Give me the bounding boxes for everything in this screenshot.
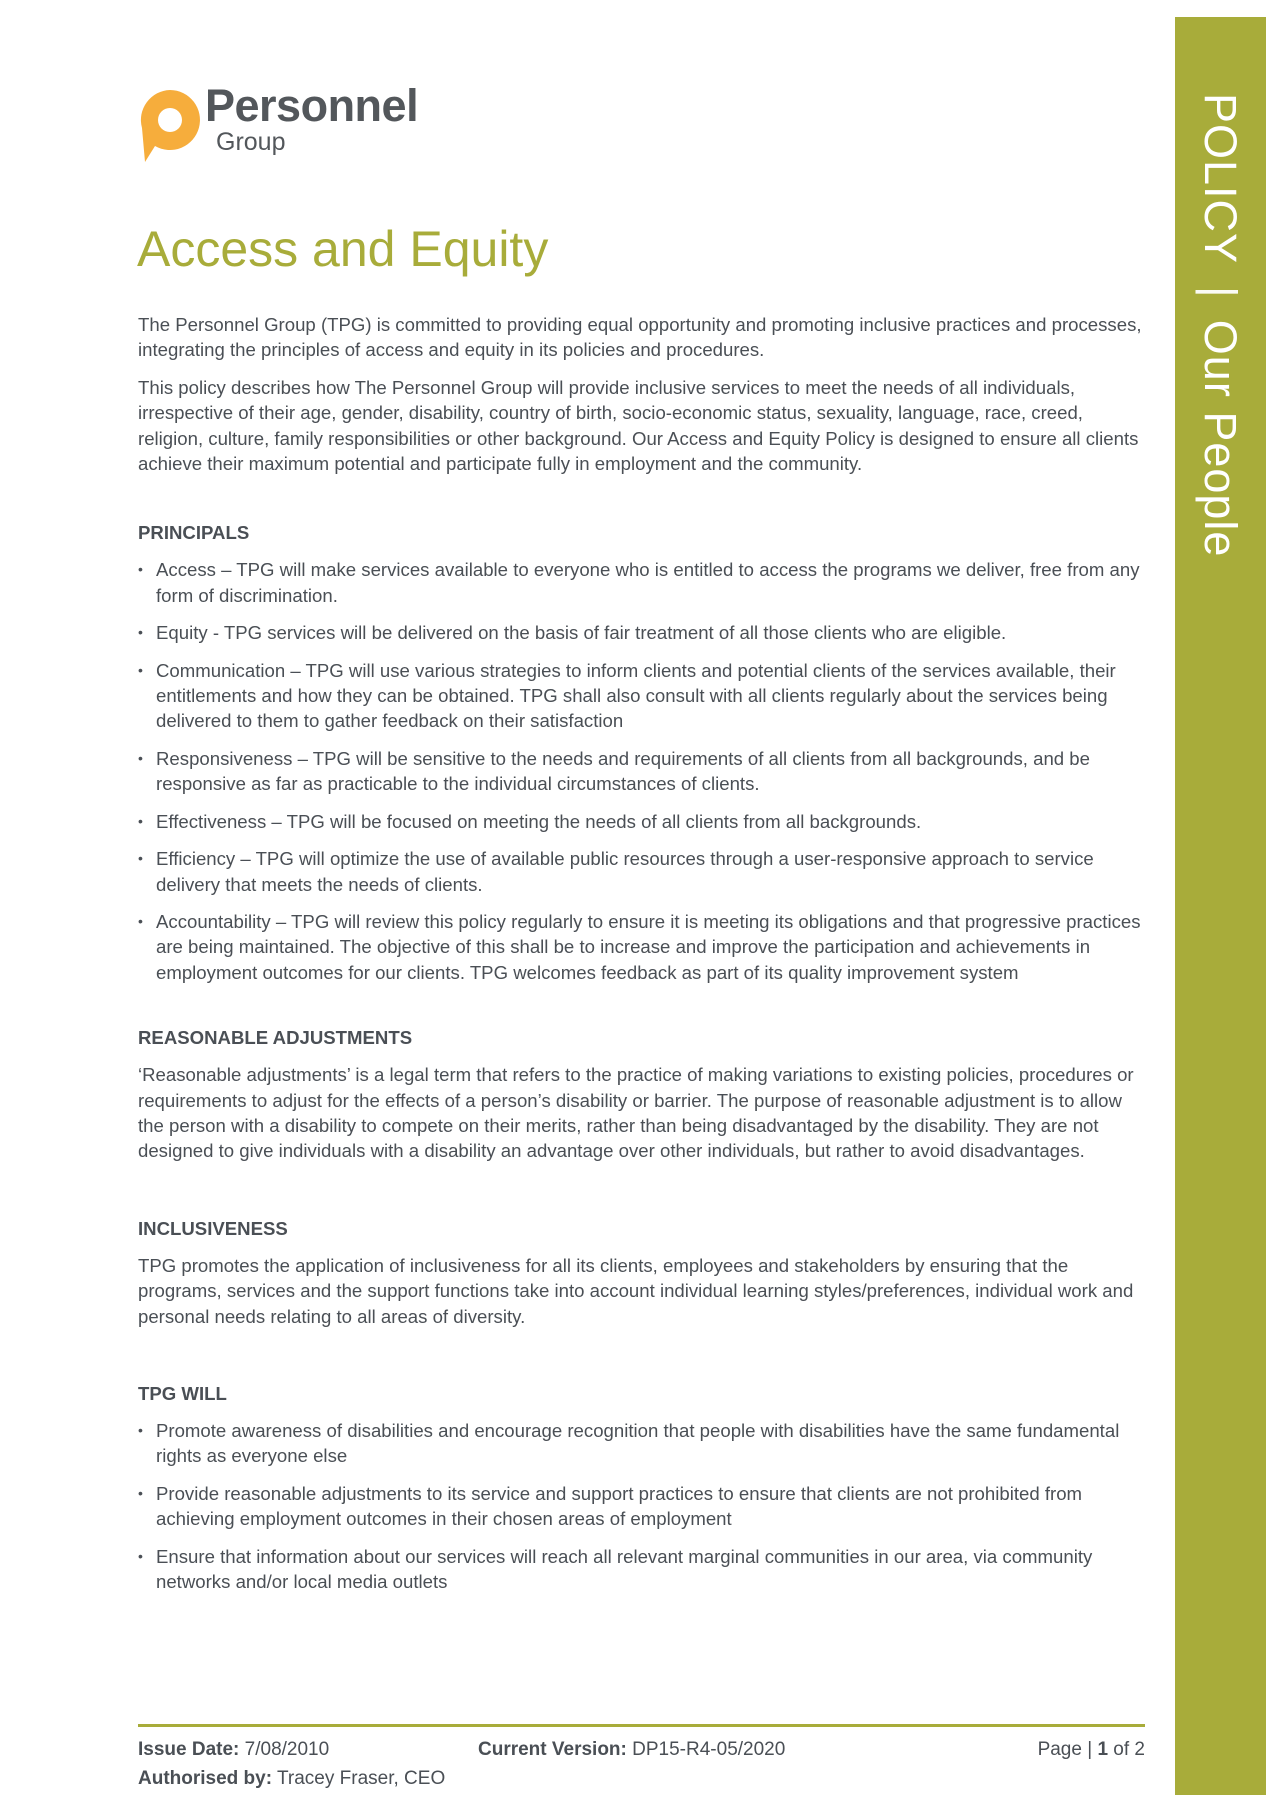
list-item: • Provide reasonable adjustments to its service and support practices to ensure that clients are not prohibited from achieving employment outcomes in their chosen areas of employment xyxy=(138,1481,1148,1532)
policy-sidebar-band xyxy=(1175,17,1266,1795)
policy-label: POLICY xyxy=(1195,93,1246,265)
intro-paragraph: This policy describes how The Personnel Group will provide inclusive services to meet the needs of all individuals, irrespective of their age, gender, disability, country of birth, socio-economic status, sexuality, language, race, creed, religion, culture, family responsibilities or other background. Our Access and Equity Policy is designed to ensure all clients achieve their maximum potential and participate fully in employment and the community. xyxy=(138,376,1139,475)
issue-date-label: Issue Date: xyxy=(138,1739,240,1760)
company-logo xyxy=(137,80,419,169)
current-version xyxy=(478,1735,785,1764)
version-label: Current Version: xyxy=(478,1739,627,1760)
authorised-by xyxy=(138,1764,445,1793)
list-item: • Efficiency – TPG will optimize the use of available public resources through a user-responsive approach to service delivery that meets the needs of clients. xyxy=(138,846,1148,897)
section-heading-principals: PRINCIPALS xyxy=(138,522,250,544)
reasonable-adjustments-text: ‘Reasonable adjustments’ is a legal term that refers to the practice of making variations to existing policies, procedures or requirements to adjust for the effects of a person’s disability or barrier. The purpose of reasonable adjustment is to allow the person with a disability to compete on their merits, rather than being disadvantaged by the disability. They are not designed to give individuals with a disability an advantage over other individuals, but rather to avoid disadvantages. xyxy=(138,1064,1134,1162)
section-heading-tpg-will: TPG WILL xyxy=(138,1382,227,1404)
principals-list xyxy=(138,557,1148,985)
page-label: Page xyxy=(1037,1739,1082,1760)
list-item: • Promote awareness of disabilities and encourage recognition that people with disabilities have the same fundamental rights as everyone else xyxy=(138,1418,1148,1469)
speech-bubble-logo-icon xyxy=(137,88,203,164)
list-item: • Communication – TPG will use various strategies to inform clients and potential clients of the services available, their entitlements and how they can be obtained. TPG shall also consult with all clients regularly about the services being delivered to them to gather feedback on their satisfaction xyxy=(138,658,1148,734)
section-label: Our People xyxy=(1195,319,1246,558)
authorised-value: Tracey Fraser, CEO xyxy=(277,1768,446,1789)
inclusiveness-text: TPG promotes the application of inclusiveness for all its clients, employees and stakeholders by ensuring that the programs, services and the support functions take into account individual learning styles/preferences, individual work and personal needs relating to all areas of diversity. xyxy=(138,1254,1134,1327)
list-item: • Ensure that information about our services will reach all relevant marginal communities in our area, via community networks and/or local media outlets xyxy=(138,1544,1148,1595)
issue-date-value: 7/08/2010 xyxy=(244,1739,330,1760)
page-current: 1 xyxy=(1097,1739,1109,1760)
footer-divider xyxy=(138,1724,1145,1727)
version-value: DP15-R4-05/2020 xyxy=(632,1739,786,1760)
logo-subtitle: Group xyxy=(216,128,286,156)
page-number xyxy=(1038,1735,1145,1764)
page-separator: | xyxy=(1087,1739,1093,1760)
list-item: • Responsiveness – TPG will be sensitive to the needs and requirements of all clients from all backgrounds, and be responsive as far as practicable to the individual circumstances of clients. xyxy=(138,746,1148,797)
footer-left xyxy=(138,1735,445,1793)
list-item: • Access – TPG will make services available to everyone who is entitled to access the programs we deliver, free from any form of discrimination. xyxy=(138,557,1148,608)
policy-category-label xyxy=(1175,93,1266,557)
list-item: • Equity - TPG services will be delivered on the basis of fair treatment of all those clients who are eligible. xyxy=(138,620,1148,645)
list-item: • Effectiveness – TPG will be focused on meeting the needs of all clients from all backgrounds. xyxy=(138,809,1148,834)
page-title: Access and Equity xyxy=(137,221,549,277)
section-heading-inclusiveness: INCLUSIVENESS xyxy=(138,1217,288,1239)
authorised-label: Authorised by: xyxy=(138,1768,273,1789)
list-item: • Accountability – TPG will review this policy regularly to ensure it is meeting its obligations and that progressive practices are being maintained. The objective of this shall be to increase and improve the participation and achievements in employment outcomes for our clients. TPG welcomes feedback as part of its quality improvement system xyxy=(138,909,1148,985)
section-heading-reasonable-adjustments: REASONABLE ADJUSTMENTS xyxy=(138,1027,413,1049)
tpg-will-list xyxy=(138,1418,1148,1594)
policy-body xyxy=(138,312,1148,1606)
intro-paragraph: The Personnel Group (TPG) is committed to providing equal opportunity and promoting inclusive practices and processes, integrating the principles of access and equity in its policies and procedures. xyxy=(138,314,1142,361)
separator: | xyxy=(1195,285,1246,299)
logo-wordmark: Personnel xyxy=(205,80,419,131)
page-total: of 2 xyxy=(1113,1739,1145,1760)
issue-date xyxy=(138,1735,445,1764)
